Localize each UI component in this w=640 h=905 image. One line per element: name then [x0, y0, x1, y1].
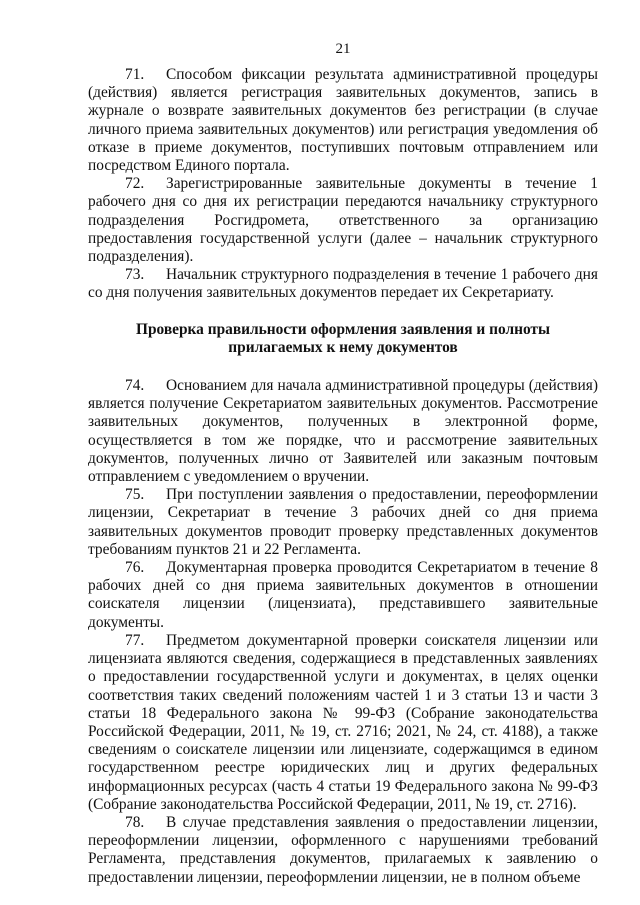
- paragraph-text: Предметом документарной проверки соискателя лицензии или лицензиата являются сведения, содержащиеся в представленных заявлениях о предоставлении государственной услуги и документах, в целях оценки соответствия таких сведений положениям частей 1 и 3 статьи 13 и части 3 статьи 18 Федерального закона № 99-ФЗ (Собрание законодательства Российской Федерации, 2011, № 19, ст. 2716; 2021, № 24, ст. 4188), а также сведениям о соискателе лицензии или лицензиате, содержащимся в едином государственном реестре юридических лиц и других федеральных информационных ресурсах (часть 4 статьи 19 Федерального закона № 99-ФЗ (Собрание законодательства Российской Федерации, 2011, № 19, ст. 2716).: [88, 631, 598, 813]
- paragraph-number: 72.: [125, 175, 145, 193]
- paragraph-text: Документарная проверка проводится Секретариатом в течение 8 рабочих дней со дня приема заявительных документов в отношении соискателя лицензии (лицензиата), представившего заявительные документы.: [88, 559, 598, 631]
- paragraph-number: 75.: [125, 486, 145, 504]
- paragraph-number: 73.: [125, 266, 145, 284]
- paragraph-number: 71.: [125, 66, 145, 83]
- paragraph-text: В случае представления заявления о предоставлении лицензии, переоформлении лицензии, оформленного с нарушениями требований Регламента, представления документов, прилагаемых к заявлению о предоставлении лицензии, переоформлении лицензии, не в полном объеме: [88, 813, 598, 886]
- paragraph-number: 76.: [125, 559, 145, 577]
- paragraph-text: Способом фиксации результата административной процедуры (действия) является регистрация заявительных документов, запись в журнале о возврате заявительных документов без регистрации (в случае личного приема заявительных документов) или регистрация уведомления об отказе в приеме документов, поступивших почтовым отправлением или посредством Единого портала.: [88, 66, 598, 175]
- paragraph-75: [88, 486, 598, 559]
- paragraph-text: Зарегистрированные заявительные документы в течение 1 рабочего дня со дня их регистрации передаются начальнику структурного подразделения Росгидромета, ответственного за организацию предоставления государственной услуги (далее – начальник структурного подразделения).: [88, 175, 598, 266]
- page-number: 21: [335, 41, 351, 57]
- paragraph-text: При поступлении заявления о предоставлении, переоформлении лицензии, Секретариат в течение 3 рабочих дней со дня приема заявительных документов проводит проверку представленных документов требованиям пунктов 21 и 22 Регламента.: [88, 486, 598, 558]
- section-heading-line-2: прилагаемых к нему документов: [228, 338, 458, 356]
- document-content: [88, 66, 598, 887]
- paragraph-number: 78.: [125, 813, 145, 831]
- paragraph-number: 77.: [125, 631, 145, 649]
- section-heading-line-1: Проверка правильности оформления заявления и полноты: [135, 320, 551, 338]
- paragraph-73: [88, 266, 598, 302]
- paragraph-77: [88, 632, 598, 814]
- document-page: [88, 0, 598, 905]
- paragraph-text: Начальник структурного подразделения в течение 1 рабочего дня со дня получения заявительных документов передает их Секретариату.: [88, 266, 598, 302]
- paragraph-76: [88, 559, 598, 632]
- section-heading: [88, 321, 598, 357]
- paragraph-71: [88, 66, 598, 175]
- paragraph-78: [88, 814, 598, 887]
- paragraph-74: [88, 377, 598, 486]
- paragraph-text: Основанием для начала административной процедуры (действия) является получение Секретариатом заявительных документов. Рассмотрение заявительных документов, полученных в электронной форме, осуществляется в том же порядке, что и рассмотрение заявительных документов, полученных лично от Заявителей или заказным почтовым отправлением с уведомлением о вручении.: [88, 377, 598, 486]
- paragraph-number: 74.: [125, 377, 145, 395]
- paragraph-72: [88, 175, 598, 266]
